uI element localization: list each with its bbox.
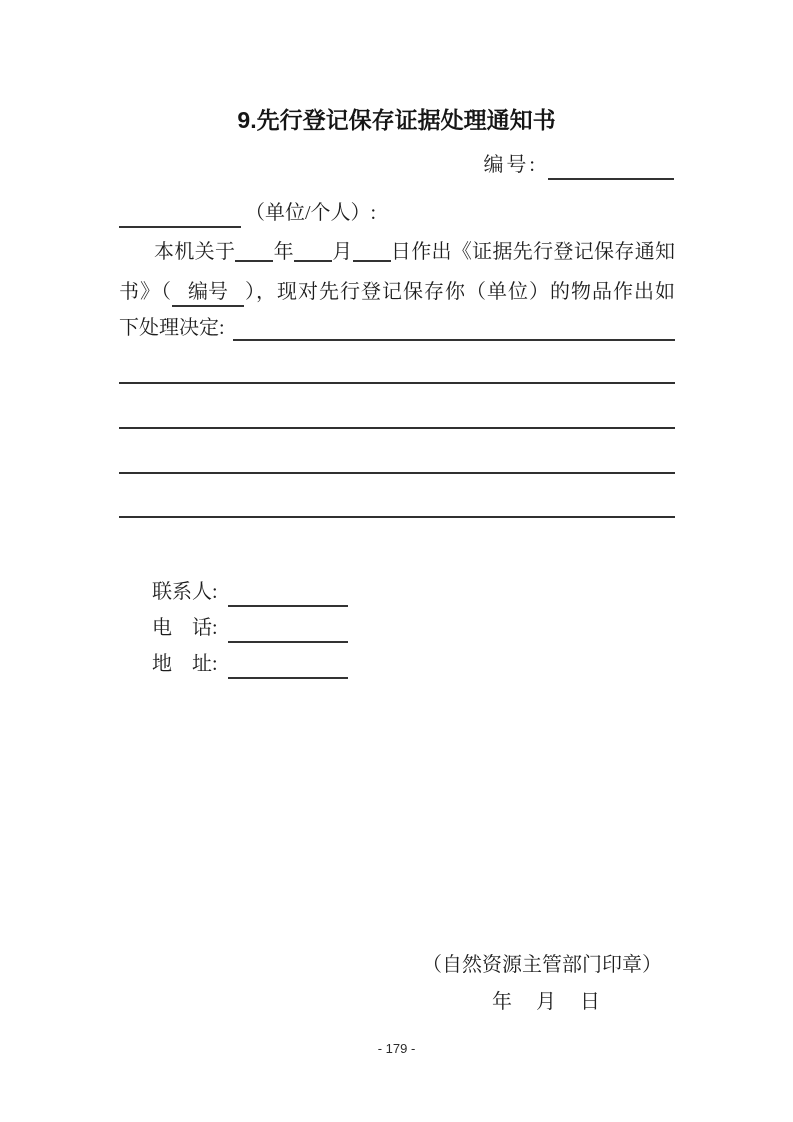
day-blank-line (353, 248, 391, 262)
body-line-1 (119, 239, 675, 265)
month-label: 月 (331, 241, 353, 263)
body-line-2 (119, 279, 675, 305)
number-field-row (483, 152, 674, 178)
contact-person-label: 联系人: (152, 581, 218, 603)
page-title: 9.先行登记保存证据处理通知书 (237, 107, 556, 133)
blank-writing-line (119, 472, 675, 474)
blank-writing-line (119, 516, 675, 518)
reference-number-blank: 编号 (172, 279, 244, 307)
addressee-suffix: （单位/个人）: (245, 202, 377, 224)
body-line-1-tail: 日作出《证据先行登记保存通知 (390, 241, 676, 263)
addressee-blank-line (119, 200, 241, 228)
address-row (152, 651, 348, 677)
phone-blank-line (228, 615, 348, 643)
number-blank-line (548, 152, 674, 180)
addressee-row (119, 200, 376, 226)
body-line-2-lead: 书》（ (119, 281, 172, 303)
month-blank-line (294, 248, 332, 262)
page-number: - 179 - (377, 1041, 416, 1056)
decision-label: 下处理决定: (119, 317, 225, 339)
body-line-2-tail: ），现对先行登记保存你（单位）的物品作出如 (244, 281, 675, 303)
number-label: 编号: (483, 154, 538, 176)
year-blank-line (235, 248, 273, 262)
year-label: 年 (273, 241, 294, 263)
contact-person-blank-line (228, 579, 348, 607)
phone-row (152, 615, 348, 641)
body-line-3 (119, 315, 675, 341)
body-line-1-lead: 本机关于 (154, 241, 236, 263)
blank-writing-line (119, 382, 675, 384)
decision-blank-line (233, 315, 675, 341)
contact-person-row (152, 579, 348, 605)
signature-date: 年 月 日 (492, 991, 602, 1013)
seal-placeholder: （自然资源主管部门印章） (422, 954, 662, 976)
address-blank-line (228, 651, 348, 679)
phone-label: 电 话: (152, 617, 218, 639)
blank-writing-line (119, 427, 675, 429)
address-label: 地 址: (152, 653, 218, 675)
